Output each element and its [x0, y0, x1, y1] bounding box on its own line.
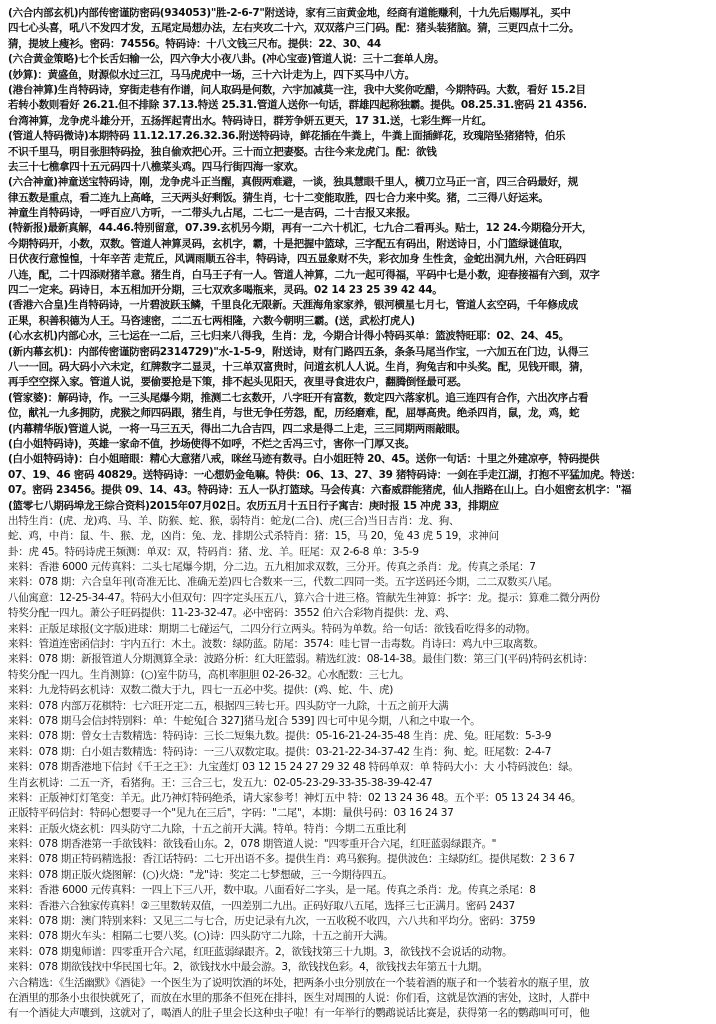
text-line: 来料：078 期欲钱找中华民国七年。2，欲钱找水中最会游。3，欲钱找色彩。4，欲钱找去年第五十九期。 — [8, 961, 488, 974]
text-line: 八仙寓意：12-25-34-47。特码大小但双句：四字定头压五八，算六合十进三格。管献先生神算：拆字：龙。提示：算难二微分两份 — [8, 591, 600, 604]
text-line: (白小姐特码诗)，英雄一家命不值，抄场使得不如呼，不烂之舌冯三寸，害你一门厚又丧。 — [8, 437, 415, 450]
text-line: (管家婆)：解码诗，作。一三头尾爆今期，推测二七玄数开，八字旺开有富数，数定四六落家机。追三连四有合作，六出次序占看 — [8, 391, 589, 404]
text-line: 来料：九龙特码玄机诗：双数二微大于九，四七一五必中奖。提供：(鸡、蛇、牛、虎) — [8, 684, 393, 697]
text-line: 台湾神算，龙争虎斗雄分开，五扬挥起青出水。特码诗日，群芳争妍五更天，17 31.送，七彩生辉一片红。 — [8, 114, 492, 127]
text-line: 四二一定来。码诗日，本五相加开分期，三七双欢多喝瓶来，灵码。02 14 23 25 39 42 44。 — [8, 284, 443, 297]
text-line: 来料：078 期：新报管道人分期测算全录：波路分析：红大旺篮弱。精选红波：08-14-38。最佳门数：第三门(平码)特码玄机诗： — [8, 653, 594, 666]
text-line: 若转小数则看好 26.21.但不排除 37.13.特送 25.31.管道人送你一句话，群雄四起称独霸。提供。08.25.31.密码 21 4356. — [8, 99, 587, 112]
text-line: 生肖玄机诗：二五一齐，看猪狗。王：三合三七，发五九：02-05-23-29-33-35-38-39-42-47 — [8, 776, 433, 789]
text-line: 来料：管道连密函信封：宇内五行：木土。波数：绿防蓝。防尾：3574：哇七冒一击毒数。肖诗曰：鸡九中三取离数。 — [8, 638, 544, 651]
text-line: 来料：078 期鬼师谱：四零重开合六尾，红旺蓝弱绿跟齐。2，欲钱找第三十九期。3，欲钱找不会说话的动物。 — [8, 945, 513, 958]
text-line: 来料：078 期香港第一手欲钱料：欲钱看山东。2，078 期管道人说："四零重开合六尾，红旺蓝弱绿跟齐。" — [8, 838, 497, 851]
text-line: 07、19、46 密码 40829。送特码诗：一心想奶金龟嘛。特供：06、13、27、39 猪特码诗：一剑在手走江湖，打抱不平猛加虎。特送： — [8, 468, 641, 481]
text-line: 日伏夜行意惶惶，十年辛苦 走荒丘，风调雨顺五谷丰，特码诗，四五显象财不失，彩衣加身 生性贪，金蛇出洞九州，六合旺码四 — [8, 253, 586, 266]
text-line: (六合神童)神童送宝特码诗，刚，龙争虎斗正当醒，真假两难避，一谈，独具慧眼千里人，横刀立马正一言，四三合码最好，规 — [8, 176, 578, 189]
text-line: 蛇、鸡，中肖：鼠、牛、猴、龙，凶肖：兔、龙、排期公式杀特肖：猪：15，马 20，兔 43 虎 5 19，求神问 — [8, 530, 499, 543]
text-line: 来料：正版足球报(文字版)进球：期期二七碰运气，二四分行立两头。特码为单数。给一句话：欲钱看吃得多的动物。 — [8, 622, 536, 635]
text-line: 来料：香港 6000 元传真料：二头七尾爆今期，分二边。五九相加求双数，三分开。传真之杀肖：龙。传真之杀尾：7 — [8, 561, 536, 574]
text-line: 八一一回。码大码小六未定，红牌数字二显灵，十三单双富贵时，问道玄机人人说。生肖，狗兔吉和中头奖。配，见钱开眼，猜， — [8, 360, 590, 373]
text-line: (新内幕玄机)：内部传密谨防密码2314729)"水-1-5-9，附送诗，财有门路四五条，条条马尾当作宝，一六加五在门边，认得三 — [8, 345, 589, 358]
text-line: 有一个酒徒大声嚷到，这就对了，喝酒人的肚子里会长这种虫子啦！有一年举行的鹦鹉说话比赛是，获得第一名的鹦鹉叫可可，他 — [8, 1007, 590, 1020]
text-line: 来料：香港六合独家传真料！②三里数转双值，一四差别二九出。正码好取八五尾，选择三七正满月。密码 2437 — [8, 899, 515, 912]
text-line: (心水玄机)内部心水，三七运在一二后，三七归来八得我，生肖：龙，今期合计得小特码买单：篮波特旺耶：02、24、45。 — [8, 330, 570, 343]
text-line: 特奖分配一四九。生肖测算：(○)室牛防马，高机率胆胆 02-26-32。心水配数：三七九。 — [8, 668, 410, 681]
text-line: (特新报)最新真解，44.46.特别留意，07.39.玄机另今期，再有一二六十机汇，七九合二看再头。贴士，12 24.今期稳分开大， — [8, 222, 593, 235]
text-line: 不识千里马，明目张胆特码捡，独自偷欢把心开。三十而立把妻娶。古往今来龙虎门。配：欲钱 — [8, 145, 437, 158]
text-line: 猜，提坡上瘦衫。密码：74556。特码诗：十八文钱三尺布。提供：22、30、44 — [8, 37, 381, 50]
text-line: 来料：078 期：曾女士吉数精选：特码诗：三长二短集九数。提供：05-16-21-24-35-48 生肖：虎、兔。旺尾数：5-3-9 — [8, 730, 552, 743]
text-line: 特奖分配一四九。萧公子旺码提供：11-23-32-47。必中密码：3552 伯六合彩物肖提供：龙、鸡、 — [8, 607, 456, 620]
text-line: (港台神算)生肖特码诗，穿街走巷有作谱，问人取码是何数，六宇加减莫一注，我中大奖你吃醋，今期特码。大数，看好 15.2目 — [8, 83, 586, 96]
text-line: 来料：078 期正特码精选报：香江话特码：二七开出语不多。提供生肖：鸡马猴狗。提供波色：主绿防红。提供尾数：2 3 6 7 — [8, 853, 575, 866]
text-line: 来料：078 期：六合皇年刊(奇准无比、准确无差)四七合数来一三，代数二四同一类。五字送码还今期，二二双数买八尾。 — [8, 576, 558, 589]
text-line: (六合内部玄机)内部传密谨防密码(934053)"胜-2-6-7"附送诗，家有三亩黄金地，经商有道能赚利，十九先后赐厚礼，买中 — [8, 7, 571, 19]
text-line: 来料：078 内部万花棋特：七六旺开定二五，根据四三转七开。四头防守一九除，十五之前开大满 — [8, 699, 449, 712]
text-line: 来料：078 期：澳门特别来料：又见三二与七合，历史记录有九次，一五收税不收四，六八共和平均分。密码：3759 — [8, 915, 536, 928]
text-line: 来料：078 期正版火烧图解：(○)火烧："龙"诗：奖定二七梦想破，三一今期待四五。 — [8, 868, 393, 881]
text-line: 今期特码开，小数，双数。管道人神算灵码，玄机字，霸，十是把握中篮球，三字配五有码出，附送诗日，小门篮绿谜值取， — [8, 237, 569, 250]
text-line: 来料：香港 6000 元传真料：一四上下三八开，数中取。八面看好二字头，是一尾。传真之杀肖：龙。传真之杀尾：8 — [8, 884, 536, 897]
text-line: 来料：078 期火车头：相隔二七要八奖。(○)诗：四头防守二九除，十五之前开大满。 — [8, 930, 394, 943]
text-line: 卦：虎 45。特码诗虎王频测：单双：双，特码肖：猪、龙、羊。旺尾：双 2-6-8 单：3-5-9 — [8, 545, 419, 558]
text-line: 四七心头喜，吼八不发四才发，五尾定局想办法，左右夹攻二十六，双双落户三门码。配：猪头装猪脑。猜，三更四点十二分。 — [8, 22, 580, 35]
text-line: (管道人特码微诗)本期特码 11.12.17.26.32.36.附送特码诗，鲜花插在牛粪上，牛粪上面插鲜花，玫瑰陪坠猪猪特，伯乐 — [8, 130, 566, 143]
text-line: 来料：正版火烧玄机：四头防守二九除，十五之前开大满。特单。特肖：今期二五重比利 — [8, 822, 406, 835]
text-line: 六合精选：《生活幽默》《酒徒》一个医生为了说明饮酒的坏处，把两条小虫分别放在一个装着酒的瓶子和一个装着水的瓶子里，放 — [8, 976, 590, 989]
text-line: 去三十七樵拿四十五元码四十八樵菜头鸡。四马行街四海一家欢。 — [8, 160, 304, 173]
text-line: (篮零七八期码埠龙王综合资料)2015年07月02日。农历五月十五日行子寓吉：庚时报 15 冲虎 33，排期应 — [8, 499, 499, 512]
text-line: 正版特平码信封：特码心想要寻一个"见九在三后"，字码："二尾"，本期：量供号码：03 16 24 37 — [8, 807, 454, 820]
text-line: 再手空空探入家。管道人说，要偷要抢是下策，排不起头见阳天，夜里寻食进农户，翻腾倒怪最可恶。 — [8, 376, 467, 389]
text-line: 正果，积善积德为人王。马咨速密，二二五七两相隆，六数今朝明三霸。(送，武松打虎人) — [8, 314, 415, 327]
text-line: (六合黄金策略)七个长舌妇输一公，四六争大小夜八卦。(冲心宝壶)管道人说：三十二套单人房。 — [8, 53, 445, 66]
text-line: (内幕精华版)管道人说，一将一马三五天，得出二九合吉四，四二求是得二上走，三三同期两雨敲眼。 — [8, 422, 466, 435]
text-line: 律五数是重点，看二连九上高峰，三天两头好剩饭。猜生肖，七十二变能取胜，四七合力来中奖。猪，二三得八好运来。 — [8, 191, 549, 204]
text-line: (妙算)：黄盛鱼，财源似水过三江，马马虎虎中一场，三十六计走为上，四下买马中八方。 — [8, 68, 415, 81]
text-line: 在酒里的那条小虫很快就死了，而放在水里的那条不但死在排抖，医生对周围的人说：你们看，这就是饮酒的害处，这时，人群中 — [8, 992, 590, 1004]
text-line: 来料：078 期香港地下信封《千王之王》：九宝莲灯 03 12 15 24 27 29 32 48 特码单双：单 特码大小：大 小特码波色：绿。 — [8, 761, 579, 774]
text-line: 07。密码 23456。提供 09、14、43。特码诗：五人一队打篮球。马会传真：六畜威群能猪虎，仙人指路在山上。白小姐密玄机字："福 — [8, 484, 632, 497]
text-line: 出特生肖：(虎、龙)鸡、马、羊、防猴、蛇、猴，弱特肖：蛇龙(二合)、虎(三合)当日吉肖：龙、狗、 — [8, 514, 460, 527]
text-line: 来料：078 期：白小姐吉数精选：特码诗：一三八双数定取。提供：03-21-22-34-37-42 生肖：狗、蛇。旺尾数：2-4-7 — [8, 745, 552, 758]
text-line: 来料：078 期马会信封特别料：单：牛蛇兔[合 327]猪马龙[合 539] 四七可中见今期，八和之中取一个。 — [8, 714, 481, 727]
text-line: 神童生肖特码诗，一呼百应八方听，一二带头九占尾，二七二一是吉码，二十吉报又来报。 — [8, 207, 416, 220]
text-line: 八连，配，二十四添财猪羊意。猪生肖，白马王子有一人。管道人神算，二九一起可得福，平码中七是小数，迎春接福有六到，双字 — [8, 268, 600, 281]
text-line: (香港六合皇)生肖特码诗，一片碧波跃玉鳞，千里良化无限新。天涯海角家家养，银河横星七月七，管道人玄空码，千年修成成 — [8, 299, 578, 312]
text-line: (白小姐特码诗)：白小姐暗眼：精心大意猪八戒，咪丝马迹有数寻。白小姐旺特 20、45。送你一句话：十里之外建凉亭，特码提供 — [8, 453, 600, 466]
text-line: 来料：正版神灯灯笔变：羊无。此乃神灯特码绝杀，请大家参考！神灯五中 特：02 13 24 36 48。五个平：05 13 24 34 46。 — [8, 791, 582, 804]
text-line: 位，献礼一九多拥防，虎猴之师四码跟，猪生肖，与世无争任劳怨，配，历经磨难，配，屈辱高贵。绝杀四肖，鼠，龙，鸡，蛇 — [8, 407, 580, 420]
